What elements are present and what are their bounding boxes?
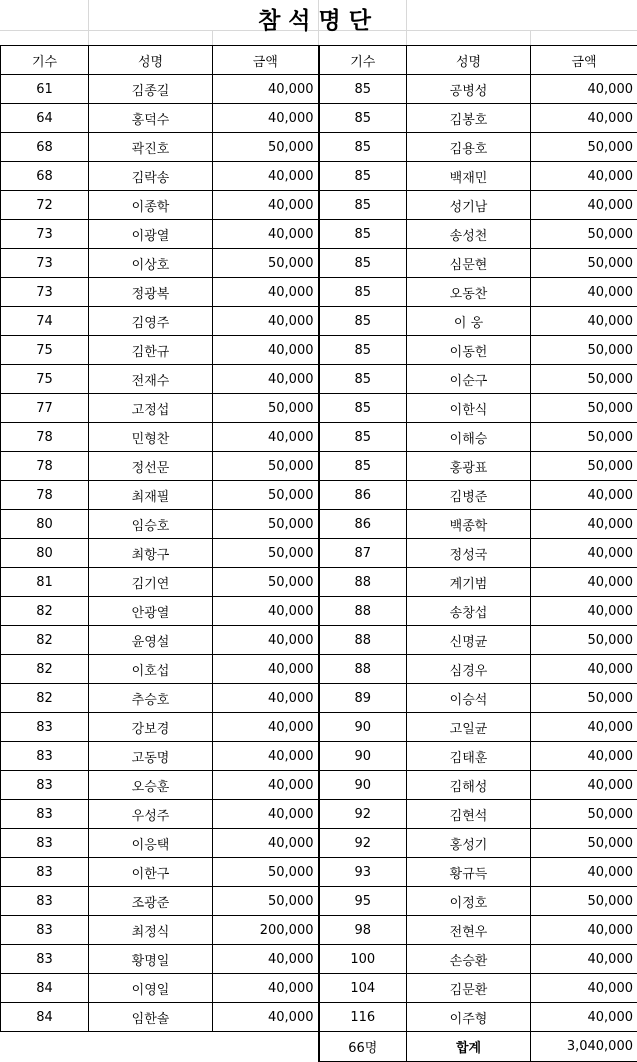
amount-cell: 40,000 bbox=[213, 771, 319, 800]
table-row bbox=[1, 452, 637, 481]
header-cell: 금액 bbox=[531, 46, 637, 75]
name-cell: 이응택 bbox=[89, 829, 213, 858]
name-cell: 김태훈 bbox=[407, 742, 531, 771]
empty-cell bbox=[1, 1032, 89, 1062]
header-cell: 기수 bbox=[319, 46, 407, 75]
name-cell: 곽진호 bbox=[89, 133, 213, 162]
table-row bbox=[1, 249, 637, 278]
amount-cell: 40,000 bbox=[213, 220, 319, 249]
name-cell: 고일균 bbox=[407, 713, 531, 742]
table-row bbox=[1, 858, 637, 887]
name-cell: 정성국 bbox=[407, 539, 531, 568]
name-cell: 최항구 bbox=[89, 539, 213, 568]
amount-cell: 40,000 bbox=[531, 713, 637, 742]
cohort-cell: 88 bbox=[319, 568, 407, 597]
cohort-cell: 78 bbox=[1, 452, 89, 481]
amount-cell: 40,000 bbox=[213, 1003, 319, 1032]
cohort-cell: 75 bbox=[1, 336, 89, 365]
cohort-cell: 85 bbox=[319, 365, 407, 394]
name-cell: 고정섭 bbox=[89, 394, 213, 423]
amount-cell: 40,000 bbox=[531, 191, 637, 220]
amount-cell: 40,000 bbox=[213, 307, 319, 336]
name-cell: 민형찬 bbox=[89, 423, 213, 452]
name-cell: 백종학 bbox=[407, 510, 531, 539]
name-cell: 조광준 bbox=[89, 887, 213, 916]
amount-cell: 50,000 bbox=[213, 539, 319, 568]
name-cell: 최재필 bbox=[89, 481, 213, 510]
name-cell: 전재수 bbox=[89, 365, 213, 394]
table-row bbox=[1, 75, 637, 104]
cohort-cell: 75 bbox=[1, 365, 89, 394]
cohort-cell: 78 bbox=[1, 423, 89, 452]
name-cell: 정선문 bbox=[89, 452, 213, 481]
amount-cell: 50,000 bbox=[213, 481, 319, 510]
cohort-cell: 83 bbox=[1, 829, 89, 858]
name-cell: 이한식 bbox=[407, 394, 531, 423]
name-cell: 성기남 bbox=[407, 191, 531, 220]
cohort-cell: 85 bbox=[319, 336, 407, 365]
name-cell: 이광열 bbox=[89, 220, 213, 249]
table-row bbox=[1, 510, 637, 539]
cohort-cell: 84 bbox=[1, 974, 89, 1003]
cohort-cell: 83 bbox=[1, 945, 89, 974]
name-cell: 공병성 bbox=[407, 75, 531, 104]
cohort-cell: 93 bbox=[319, 858, 407, 887]
amount-cell: 50,000 bbox=[531, 887, 637, 916]
amount-cell: 40,000 bbox=[531, 162, 637, 191]
amount-cell: 50,000 bbox=[531, 829, 637, 858]
cohort-cell: 85 bbox=[319, 452, 407, 481]
cohort-cell: 95 bbox=[319, 887, 407, 916]
cohort-cell: 84 bbox=[1, 1003, 89, 1032]
name-cell: 이주형 bbox=[407, 1003, 531, 1032]
cohort-cell: 85 bbox=[319, 75, 407, 104]
cohort-cell: 89 bbox=[319, 684, 407, 713]
amount-cell: 40,000 bbox=[531, 974, 637, 1003]
name-cell: 백재민 bbox=[407, 162, 531, 191]
attendee-table bbox=[0, 45, 637, 1062]
name-cell: 이 웅 bbox=[407, 307, 531, 336]
cohort-cell: 85 bbox=[319, 133, 407, 162]
name-cell: 김해성 bbox=[407, 771, 531, 800]
amount-cell: 50,000 bbox=[531, 626, 637, 655]
cohort-cell: 90 bbox=[319, 713, 407, 742]
table-row bbox=[1, 220, 637, 249]
cohort-cell: 90 bbox=[319, 771, 407, 800]
name-cell: 고동명 bbox=[89, 742, 213, 771]
amount-cell: 50,000 bbox=[213, 887, 319, 916]
table-row bbox=[1, 887, 637, 916]
header-cell: 성명 bbox=[407, 46, 531, 75]
name-cell: 추승호 bbox=[89, 684, 213, 713]
header-cell: 성명 bbox=[89, 46, 213, 75]
amount-cell: 40,000 bbox=[213, 75, 319, 104]
cohort-cell: 73 bbox=[1, 220, 89, 249]
cohort-cell: 61 bbox=[1, 75, 89, 104]
table-row bbox=[1, 597, 637, 626]
amount-cell: 40,000 bbox=[213, 365, 319, 394]
cohort-cell: 86 bbox=[319, 510, 407, 539]
name-cell: 김영주 bbox=[89, 307, 213, 336]
name-cell: 신명균 bbox=[407, 626, 531, 655]
cohort-cell: 116 bbox=[319, 1003, 407, 1032]
cohort-cell: 68 bbox=[1, 162, 89, 191]
table-row bbox=[1, 423, 637, 452]
cohort-cell: 73 bbox=[1, 278, 89, 307]
name-cell: 계기범 bbox=[407, 568, 531, 597]
amount-cell: 40,000 bbox=[213, 278, 319, 307]
amount-cell: 40,000 bbox=[531, 75, 637, 104]
name-cell: 정광복 bbox=[89, 278, 213, 307]
amount-cell: 50,000 bbox=[213, 394, 319, 423]
name-cell: 김봉호 bbox=[407, 104, 531, 133]
cohort-cell: 80 bbox=[1, 539, 89, 568]
cohort-cell: 82 bbox=[1, 626, 89, 655]
cohort-cell: 85 bbox=[319, 191, 407, 220]
amount-cell: 40,000 bbox=[213, 336, 319, 365]
cohort-cell: 85 bbox=[319, 278, 407, 307]
amount-cell: 50,000 bbox=[531, 800, 637, 829]
amount-cell: 50,000 bbox=[213, 249, 319, 278]
table-row bbox=[1, 133, 637, 162]
cohort-cell: 85 bbox=[319, 104, 407, 133]
empty-cell bbox=[89, 1032, 213, 1062]
amount-cell: 40,000 bbox=[531, 278, 637, 307]
table-row bbox=[1, 568, 637, 597]
amount-cell: 50,000 bbox=[213, 133, 319, 162]
name-cell: 이영일 bbox=[89, 974, 213, 1003]
name-cell: 홍성기 bbox=[407, 829, 531, 858]
amount-cell: 40,000 bbox=[213, 597, 319, 626]
table-row bbox=[1, 365, 637, 394]
name-cell: 황규득 bbox=[407, 858, 531, 887]
amount-cell: 40,000 bbox=[213, 162, 319, 191]
amount-cell: 40,000 bbox=[531, 945, 637, 974]
cohort-cell: 88 bbox=[319, 655, 407, 684]
name-cell: 송창섭 bbox=[407, 597, 531, 626]
name-cell: 임한솔 bbox=[89, 1003, 213, 1032]
name-cell: 김문환 bbox=[407, 974, 531, 1003]
table-row bbox=[1, 771, 637, 800]
amount-cell: 50,000 bbox=[531, 423, 637, 452]
page-title: 참석명단 bbox=[0, 2, 637, 35]
table-row bbox=[1, 655, 637, 684]
table-row bbox=[1, 278, 637, 307]
cohort-cell: 86 bbox=[319, 481, 407, 510]
table-row bbox=[1, 626, 637, 655]
amount-cell: 40,000 bbox=[213, 974, 319, 1003]
name-cell: 최정식 bbox=[89, 916, 213, 945]
table-row bbox=[1, 191, 637, 220]
cohort-cell: 98 bbox=[319, 916, 407, 945]
table-row bbox=[1, 916, 637, 945]
cohort-cell: 78 bbox=[1, 481, 89, 510]
amount-cell: 40,000 bbox=[531, 510, 637, 539]
cohort-cell: 82 bbox=[1, 684, 89, 713]
amount-cell: 200,000 bbox=[213, 916, 319, 945]
table-row bbox=[1, 974, 637, 1003]
name-cell: 손승환 bbox=[407, 945, 531, 974]
spacer-row bbox=[0, 30, 637, 46]
amount-cell: 40,000 bbox=[531, 597, 637, 626]
amount-cell: 50,000 bbox=[531, 249, 637, 278]
cohort-cell: 74 bbox=[1, 307, 89, 336]
amount-cell: 50,000 bbox=[213, 452, 319, 481]
name-cell: 이정호 bbox=[407, 887, 531, 916]
amount-cell: 50,000 bbox=[531, 452, 637, 481]
name-cell: 홍광표 bbox=[407, 452, 531, 481]
table-row bbox=[1, 800, 637, 829]
name-cell: 김용호 bbox=[407, 133, 531, 162]
table-row bbox=[1, 945, 637, 974]
cohort-cell: 73 bbox=[1, 249, 89, 278]
table-row bbox=[1, 162, 637, 191]
cohort-cell: 82 bbox=[1, 597, 89, 626]
cohort-cell: 83 bbox=[1, 713, 89, 742]
header-row bbox=[1, 46, 637, 75]
name-cell: 이해승 bbox=[407, 423, 531, 452]
header-cell: 기수 bbox=[1, 46, 89, 75]
amount-cell: 40,000 bbox=[531, 916, 637, 945]
amount-cell: 40,000 bbox=[213, 655, 319, 684]
amount-cell: 40,000 bbox=[531, 307, 637, 336]
amount-cell: 40,000 bbox=[531, 655, 637, 684]
cohort-cell: 92 bbox=[319, 800, 407, 829]
name-cell: 윤영설 bbox=[89, 626, 213, 655]
cohort-cell: 82 bbox=[1, 655, 89, 684]
name-cell: 김병준 bbox=[407, 481, 531, 510]
name-cell: 김현석 bbox=[407, 800, 531, 829]
cohort-cell: 72 bbox=[1, 191, 89, 220]
cohort-cell: 83 bbox=[1, 771, 89, 800]
amount-cell: 40,000 bbox=[213, 104, 319, 133]
table-row bbox=[1, 104, 637, 133]
cohort-cell: 87 bbox=[319, 539, 407, 568]
name-cell: 이동헌 bbox=[407, 336, 531, 365]
name-cell: 이종학 bbox=[89, 191, 213, 220]
amount-cell: 50,000 bbox=[213, 510, 319, 539]
amount-cell: 50,000 bbox=[531, 220, 637, 249]
name-cell: 우성주 bbox=[89, 800, 213, 829]
name-cell: 황명일 bbox=[89, 945, 213, 974]
amount-cell: 40,000 bbox=[531, 481, 637, 510]
cohort-cell: 88 bbox=[319, 626, 407, 655]
title-row bbox=[0, 0, 637, 31]
name-cell: 강보경 bbox=[89, 713, 213, 742]
amount-cell: 50,000 bbox=[531, 133, 637, 162]
name-cell: 이상호 bbox=[89, 249, 213, 278]
table-row bbox=[1, 539, 637, 568]
name-cell: 이한구 bbox=[89, 858, 213, 887]
name-cell: 심문현 bbox=[407, 249, 531, 278]
table-row bbox=[1, 481, 637, 510]
cohort-cell: 104 bbox=[319, 974, 407, 1003]
cohort-cell: 81 bbox=[1, 568, 89, 597]
table-row bbox=[1, 742, 637, 771]
table-row bbox=[1, 829, 637, 858]
amount-cell: 40,000 bbox=[531, 104, 637, 133]
cohort-cell: 64 bbox=[1, 104, 89, 133]
table-row bbox=[1, 336, 637, 365]
header-cell: 금액 bbox=[213, 46, 319, 75]
name-cell: 홍덕수 bbox=[89, 104, 213, 133]
table-row bbox=[1, 684, 637, 713]
amount-cell: 40,000 bbox=[213, 626, 319, 655]
name-cell: 송성천 bbox=[407, 220, 531, 249]
amount-cell: 50,000 bbox=[531, 684, 637, 713]
name-cell: 김기연 bbox=[89, 568, 213, 597]
cohort-cell: 85 bbox=[319, 394, 407, 423]
cohort-cell: 85 bbox=[319, 220, 407, 249]
amount-cell: 40,000 bbox=[531, 539, 637, 568]
amount-cell: 40,000 bbox=[531, 771, 637, 800]
cohort-cell: 83 bbox=[1, 887, 89, 916]
name-cell: 이순구 bbox=[407, 365, 531, 394]
amount-cell: 40,000 bbox=[213, 423, 319, 452]
amount-cell: 40,000 bbox=[213, 945, 319, 974]
table-row bbox=[1, 713, 637, 742]
amount-cell: 50,000 bbox=[213, 568, 319, 597]
empty-cell bbox=[213, 1032, 319, 1062]
table-row bbox=[1, 394, 637, 423]
amount-cell: 40,000 bbox=[531, 858, 637, 887]
name-cell: 김한규 bbox=[89, 336, 213, 365]
amount-cell: 40,000 bbox=[531, 742, 637, 771]
name-cell: 김종길 bbox=[89, 75, 213, 104]
name-cell: 김락송 bbox=[89, 162, 213, 191]
cohort-cell: 83 bbox=[1, 858, 89, 887]
cohort-cell: 100 bbox=[319, 945, 407, 974]
cohort-cell: 85 bbox=[319, 307, 407, 336]
amount-cell: 40,000 bbox=[213, 829, 319, 858]
total-count: 66명 bbox=[319, 1032, 407, 1062]
name-cell: 이승석 bbox=[407, 684, 531, 713]
amount-cell: 40,000 bbox=[531, 1003, 637, 1032]
name-cell: 이호섭 bbox=[89, 655, 213, 684]
total-row bbox=[1, 1032, 637, 1062]
amount-cell: 50,000 bbox=[531, 365, 637, 394]
amount-cell: 40,000 bbox=[531, 568, 637, 597]
total-label: 합계 bbox=[407, 1032, 531, 1062]
amount-cell: 40,000 bbox=[213, 800, 319, 829]
table-row bbox=[1, 307, 637, 336]
amount-cell: 50,000 bbox=[531, 336, 637, 365]
cohort-cell: 85 bbox=[319, 423, 407, 452]
name-cell: 오승훈 bbox=[89, 771, 213, 800]
amount-cell: 40,000 bbox=[213, 742, 319, 771]
amount-cell: 40,000 bbox=[213, 191, 319, 220]
total-amount: 3,040,000 bbox=[531, 1032, 637, 1062]
name-cell: 심경우 bbox=[407, 655, 531, 684]
amount-cell: 40,000 bbox=[213, 713, 319, 742]
cohort-cell: 85 bbox=[319, 162, 407, 191]
cohort-cell: 80 bbox=[1, 510, 89, 539]
cohort-cell: 92 bbox=[319, 829, 407, 858]
cohort-cell: 88 bbox=[319, 597, 407, 626]
name-cell: 오동찬 bbox=[407, 278, 531, 307]
cohort-cell: 83 bbox=[1, 800, 89, 829]
cohort-cell: 83 bbox=[1, 916, 89, 945]
cohort-cell: 90 bbox=[319, 742, 407, 771]
amount-cell: 40,000 bbox=[213, 684, 319, 713]
cohort-cell: 83 bbox=[1, 742, 89, 771]
amount-cell: 50,000 bbox=[531, 394, 637, 423]
name-cell: 임승호 bbox=[89, 510, 213, 539]
cohort-cell: 68 bbox=[1, 133, 89, 162]
name-cell: 전현우 bbox=[407, 916, 531, 945]
cohort-cell: 77 bbox=[1, 394, 89, 423]
name-cell: 안광열 bbox=[89, 597, 213, 626]
amount-cell: 50,000 bbox=[213, 858, 319, 887]
table-row bbox=[1, 1003, 637, 1032]
cohort-cell: 85 bbox=[319, 249, 407, 278]
